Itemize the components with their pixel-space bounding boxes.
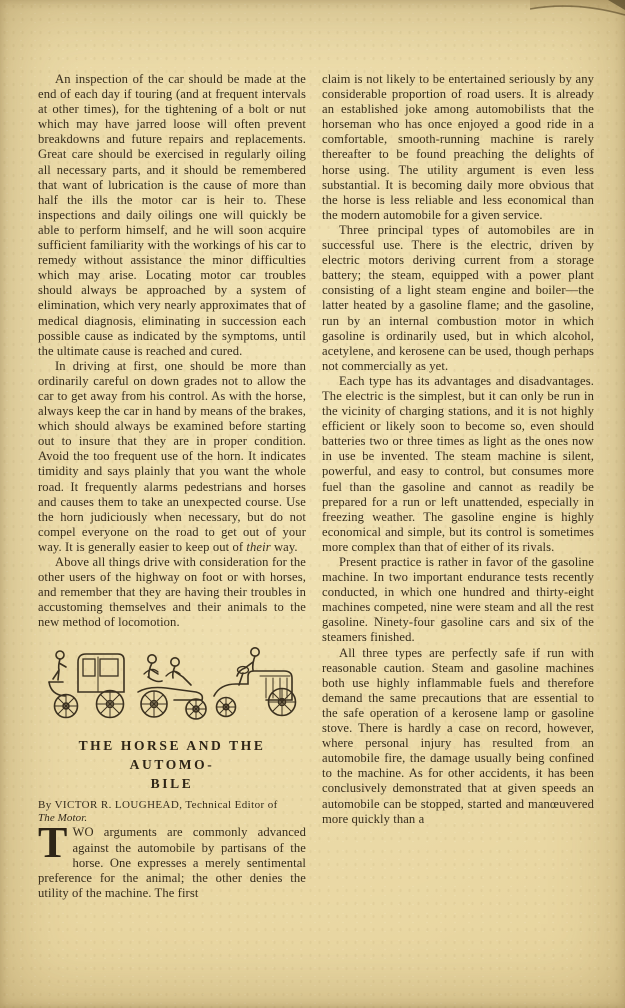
paragraph: All three types are perfectly safe if run with reasonable caution. Steam and gasoline machines both use highly inflammable fuels and therefore demand the same precautions that are essential to the safe operation of a kerosene lamp or gasoline stove. There is hardly a case on record, however, where personal injury has resulted from an automobile fire, the damage usually being confined to the machine. As for other accidents, it has been conclusively demonstrated that at given speeds an automobile can be stopped, started and manœuvered more quickly than a <box>322 645 594 826</box>
closed-cab-drawing <box>49 651 124 718</box>
byline-journal-name: The Motor. <box>38 812 88 825</box>
paragraph: An inspection of the car should be made at the end of each day if touring (and at frequent intervals at other times), for the tightening of a bolt or nut which may have jarred loose will often prevent breakdowns and future repairs and replacements. Great care should be exercised in regularly oiling all necessary parts, and it should be remembered that want of lubrication is the cause of more than half the ills the motor car is heir to. These inspections and daily oilings one will quickly be able to perform himself, and he will soon acquire sufficient familiarity with the workings of his car to remedy without assistance the minor difficulties which may arise. Locating motor car troubles should always be approached by a system of elimination, which very nearly approximates that of medical diagnosis, eliminating in succession each possible cause as indicated by the symptoms, until the ultimate cause is reached and cured. <box>38 72 306 358</box>
opening-text: WO arguments are commonly advanced against the automobile by partisans of the horse. One expresses a merely sentimental preference for the animal; the other denies the utility of the machine. The first <box>38 825 306 900</box>
page-corner-crease <box>530 0 625 26</box>
right-column <box>322 72 594 827</box>
paragraph: claim is not likely to be entertained seriously by any considerable proportion of road users. It is already an established joke among automobilists that the horseman who has once enjoyed a good ride in a comfortable, smooth-running machine is rarely thereafter to be found preaching the delights of horse using. The utility argument is even less substantial. It is becoming daily more obvious that the horse is less reliable and less economical than the modern automobile for a given service. <box>322 72 594 222</box>
early-automobiles-illustration <box>44 640 300 732</box>
paragraph <box>38 359 306 555</box>
paragraph: Each type has its advantages and disadvantages. The electric is the simplest, but it can only be run in the vicinity of charging stations, and it is not highly efficient or likely soon to become so, even should batteries two or three times as light as the ones now in use be invented. The steam machine is silent, powerful, and easy to control, but consumes more fuel than the gasoline and cannot as readily be prepared for a run or left unattended, especially in freezing weather. The gasoline engine is highly economical and simple, but its control is sometimes more complex than that of either of its rivals. <box>322 373 594 554</box>
paragraph-text: way. <box>270 539 298 554</box>
byline: By VICTOR R. LOUGHEAD, Technical Editor of <box>38 799 278 812</box>
left-column <box>38 72 306 901</box>
article-title-line2: BILE <box>150 776 194 792</box>
drop-cap: T <box>38 818 68 868</box>
paragraph: Above all things drive with consideration for the other users of the highway on foot or with horses, and remember that they are having their troubles in accustoming themselves and their animals to the new method of locomotion. <box>38 555 306 630</box>
runabout-drawing <box>138 655 206 719</box>
paragraph-text: In driving at first, one should be more than ordinarily careful on down grades not to allow the car to get away from his control. As with the horse, always keep the car in hand by means of the brakes, which should always be examined before starting out to insure that they are in proper condition. Avoid the too frequent use of the horn. It indicates timidity and says plainly that you want the whole road. It frequently alarms pedestrians and horses and causes them to take an unexpected course. Use the horn judiciously when necessary, but do not compel everyone on the road to get out of your way. It is generally easier to keep out of <box>38 358 306 554</box>
article-title <box>38 736 306 793</box>
article-title-line1: THE HORSE AND THE AUTOMO- <box>78 738 266 773</box>
open-tourer-drawing <box>214 648 296 717</box>
paragraph: Present practice is rather in favor of the gasoline machine. In two important endurance tests recently conducted, in which one hundred and thirty-eight machines competed, nine were steam and all the rest gasoline. Ninety-four gasoline cars and six of the steamers finished. <box>322 555 594 645</box>
paragraph: Three principal types of automobiles are in successful use. There is the electric, driven by electric motors deriving current from a storage battery; the steam, equipped with a power plant consisting of a light steam engine and boiler—the latter heated by a gasoline flame; and the gasoline, run by an internal combustion motor in which gasoline is ordinarily used, but in which alcohol, acetylene, and kerosene can be used, though perhaps not commercially as yet. <box>322 222 594 373</box>
italic-word: their <box>246 539 271 554</box>
